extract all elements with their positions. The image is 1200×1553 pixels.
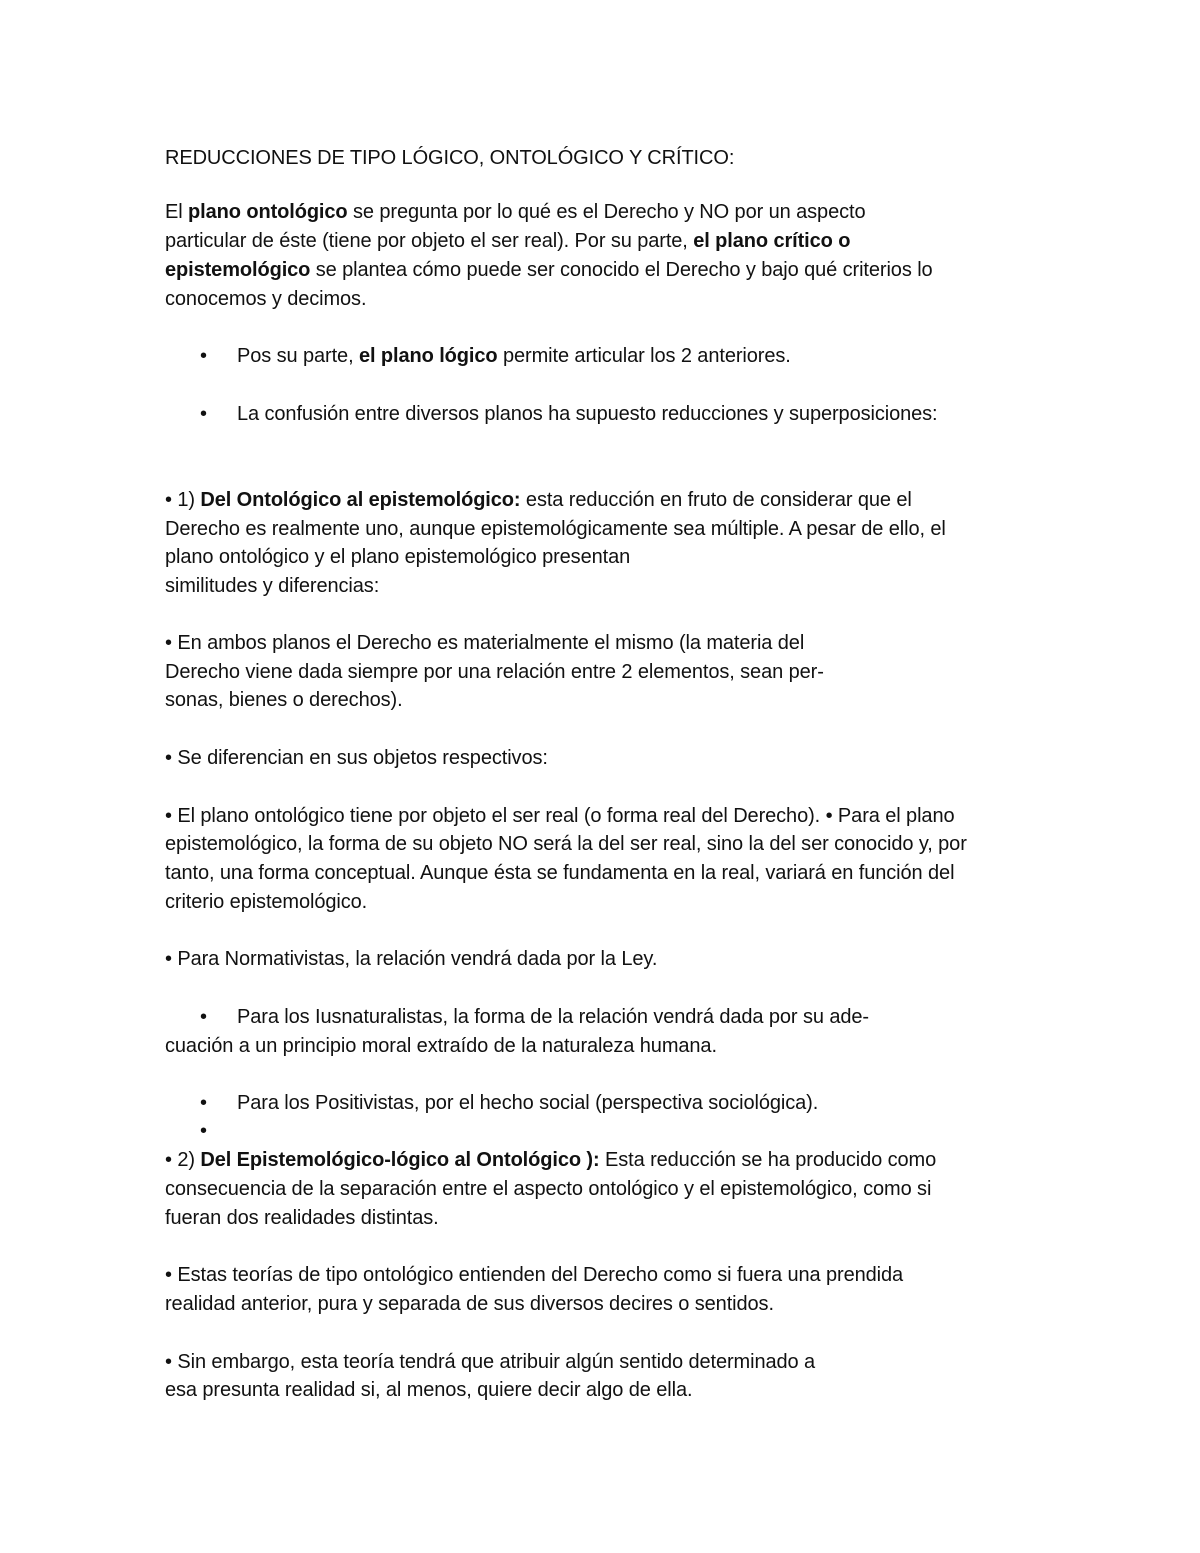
paragraph-line: • Sin embargo, esta teoría tendrá que atribuir algún sentido determinado a (165, 1351, 816, 1373)
paragraph-line: consecuencia de la separación entre el aspecto ontológico y el epistemológico, como si (165, 1178, 932, 1200)
bullet-icon: • (200, 345, 208, 367)
paragraph-line: conocemos y decimos. (165, 288, 367, 310)
paragraph-line: tanto, una forma conceptual. Aunque ésta se fundamenta en la real, variará en función del (165, 862, 955, 884)
paragraph-line: epistemológico, la forma de su objeto NO será la del ser real, sino la del ser conocido y, por (165, 833, 967, 855)
paragraph-line: cuación a un principio moral extraído de la naturaleza humana. (165, 1035, 717, 1057)
paragraph-line: sonas, bienes o derechos). (165, 689, 403, 711)
paragraph-line: epistemológico se plantea cómo puede ser conocido el Derecho y bajo qué criterios lo (165, 259, 933, 281)
paragraph-line: criterio epistemológico. (165, 891, 368, 913)
section-heading-line: • 1) Del Ontológico al epistemológico: esta reducción en fruto de considerar que el (165, 489, 912, 511)
section-heading-line: • 2) Del Epistemológico-lógico al Ontológico ): Esta reducción se ha producido como (165, 1149, 937, 1171)
bullet-item: Pos su parte, el plano lógico permite articular los 2 anteriores. (237, 345, 791, 367)
paragraph-line: • El plano ontológico tiene por objeto el ser real (o forma real del Derecho). • Para el plano (165, 805, 955, 827)
paragraph-line: particular de éste (tiene por objeto el ser real). Por su parte, el plano crítico o (165, 230, 851, 252)
paragraph-line: • Para Normativistas, la relación vendrá dada por la Ley. (165, 948, 658, 970)
bullet-item: La confusión entre diversos planos ha supuesto reducciones y superposiciones: (237, 403, 938, 425)
bullet-item: Para los Positivistas, por el hecho social (perspectiva sociológica). (237, 1092, 819, 1114)
paragraph-line: Derecho es realmente uno, aunque epistemológicamente sea múltiple. A pesar de ello, el (165, 518, 946, 540)
paragraph-line: Derecho viene dada siempre por una relación entre 2 elementos, sean per- (165, 661, 824, 683)
paragraph-line: esa presunta realidad si, al menos, quiere decir algo de ella. (165, 1379, 693, 1401)
paragraph-line: • En ambos planos el Derecho es materialmente el mismo (la materia del (165, 632, 805, 654)
bullet-icon: • (200, 1006, 208, 1028)
paragraph-line: plano ontológico y el plano epistemológico presentan (165, 546, 631, 568)
bullet-icon: • (200, 1092, 208, 1114)
paragraph-line: fueran dos realidades distintas. (165, 1207, 439, 1229)
paragraph-line: realidad anterior, pura y separada de sus diversos decires o sentidos. (165, 1293, 774, 1315)
bullet-icon: • (200, 403, 208, 425)
paragraph-line: • Estas teorías de tipo ontológico entienden del Derecho como si fuera una prendida (165, 1264, 904, 1286)
paragraph-line: similitudes y diferencias: (165, 575, 380, 597)
paragraph-line: El plano ontológico se pregunta por lo qué es el Derecho y NO por un aspecto (165, 201, 866, 223)
bullet-item: Para los Iusnaturalistas, la forma de la relación vendrá dada por su ade- (237, 1006, 869, 1028)
paragraph-line: • Se diferencian en sus objetos respectivos: (165, 747, 548, 769)
document-title: REDUCCIONES DE TIPO LÓGICO, ONTOLÓGICO Y CRÍTICO: (165, 147, 735, 169)
bullet-icon: • (200, 1120, 208, 1142)
